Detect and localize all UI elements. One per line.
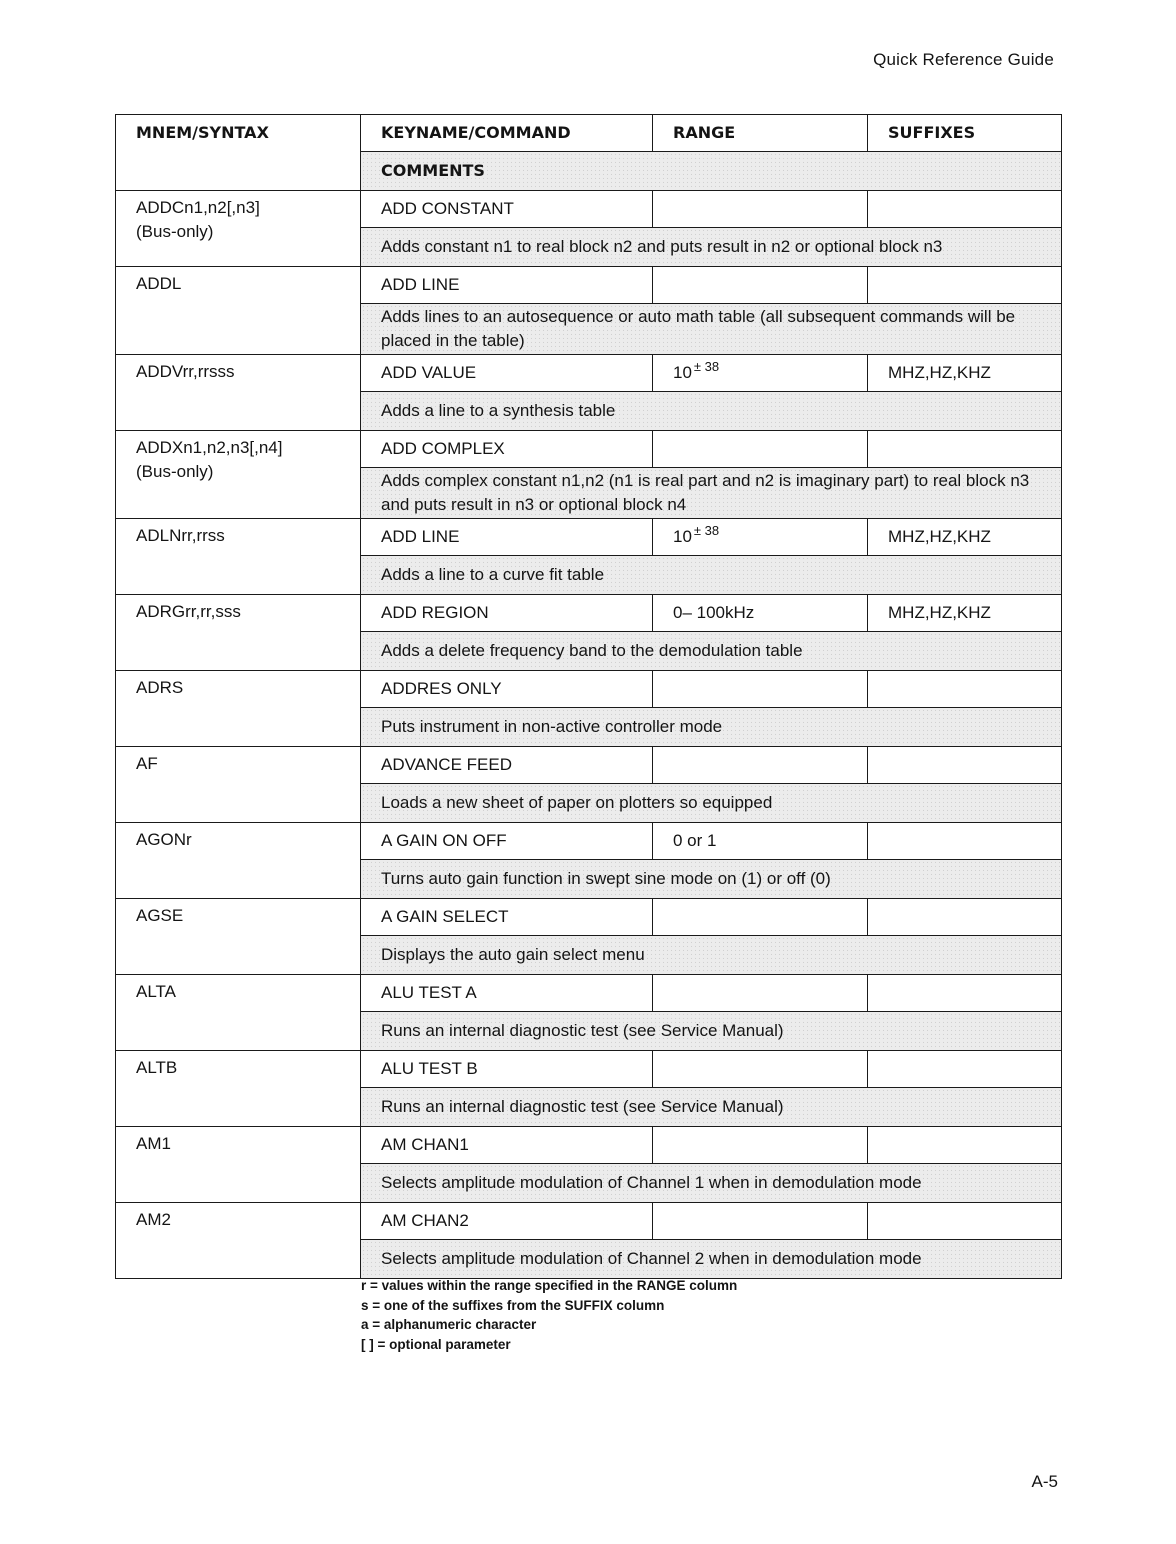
table-row [116, 1051, 1062, 1088]
comment-cell: Selects amplitude modulation of Channel 2 when in demodulation mode [361, 1240, 1062, 1279]
range-cell [653, 823, 868, 860]
mnemonic-syntax: ALTB [136, 1058, 178, 1077]
range-cell [653, 595, 868, 632]
mnemonic-syntax: ADDXn1,n2,n3[,n4] [136, 438, 283, 457]
mnemonic-cell [116, 747, 361, 823]
range-cell [653, 1203, 868, 1240]
mnemonic-syntax: ADDCn1,n2[,n3] [136, 198, 260, 217]
suffixes-cell: MHZ,HZ,KHZ [868, 355, 1062, 392]
mnemonic-cell [116, 519, 361, 595]
mnemonic-syntax: ADDL [136, 274, 182, 293]
legend-item: a = alphanumeric character [361, 1317, 537, 1332]
table-row [116, 355, 1062, 392]
mnemonic-cell [116, 267, 361, 355]
keyname-cell: ADDRES ONLY [361, 671, 653, 708]
range-cell [653, 1051, 868, 1088]
column-header-comments: COMMENTS [361, 152, 1062, 191]
mnemonic-cell [116, 431, 361, 519]
mnemonic-syntax: AGONr [136, 830, 192, 849]
range-cell [653, 899, 868, 936]
suffixes-cell [868, 1051, 1062, 1088]
keyname-cell: ADD COMPLEX [361, 431, 653, 468]
suffixes-cell: MHZ,HZ,KHZ [868, 595, 1062, 632]
legend-item: r = values within the range specified in the RANGE column [361, 1278, 738, 1293]
mnemonic-cell [116, 823, 361, 899]
table-row [116, 595, 1062, 632]
keyname-cell: ADD VALUE [361, 355, 653, 392]
column-header-range: RANGE [653, 115, 868, 152]
mnemonic-cell [116, 1127, 361, 1203]
table-row [116, 823, 1062, 860]
legend-item: [ ] = optional parameter [361, 1336, 511, 1352]
mnemonic-cell [116, 355, 361, 431]
range-value: 0– 100kHz [673, 603, 755, 622]
suffixes-cell [868, 747, 1062, 784]
mnemonic-syntax: ALTA [136, 982, 176, 1001]
table-row [116, 1127, 1062, 1164]
suffixes-cell [868, 191, 1062, 228]
range-cell [653, 1127, 868, 1164]
range-cell [653, 191, 868, 228]
mnemonic-syntax: ADLNrr,rrss [136, 526, 225, 545]
mnemonic-cell [116, 899, 361, 975]
mnemonic-note: (Bus-only) [136, 222, 214, 241]
legend [361, 1276, 737, 1354]
page-header-title: Quick Reference Guide [873, 50, 1054, 69]
mnemonic-cell [116, 1203, 361, 1279]
mnemonic-syntax: AF [136, 754, 158, 773]
mnemonic-syntax: ADRGrr,rr,sss [136, 602, 241, 621]
table-row [116, 431, 1062, 468]
mnemonic-cell [116, 595, 361, 671]
mnemonic-cell [116, 1051, 361, 1127]
range-value: 10 [673, 527, 692, 546]
range-cell [653, 267, 868, 304]
comment-cell: Adds constant n1 to real block n2 and puts result in n2 or optional block n3 [361, 228, 1062, 267]
table-row [116, 899, 1062, 936]
suffixes-cell [868, 975, 1062, 1012]
suffixes-cell [868, 823, 1062, 860]
mnemonic-syntax: ADRS [136, 678, 184, 697]
keyname-cell: AM CHAN2 [361, 1203, 653, 1240]
mnemonic-cell [116, 191, 361, 267]
keyname-cell: ALU TEST A [361, 975, 653, 1012]
range-cell [653, 431, 868, 468]
mnemonic-syntax: AM1 [136, 1134, 171, 1153]
column-header-suffixes: SUFFIXES [868, 115, 1062, 152]
range-value: 0 or 1 [673, 831, 717, 850]
keyname-cell: A GAIN SELECT [361, 899, 653, 936]
column-header-keyname: KEYNAME/COMMAND [361, 115, 653, 152]
comment-cell: Runs an internal diagnostic test (see Service Manual) [361, 1012, 1062, 1051]
suffixes-cell [868, 1127, 1062, 1164]
range-cell [653, 519, 868, 556]
suffixes-cell: MHZ,HZ,KHZ [868, 519, 1062, 556]
page-number: A-5 [1031, 1472, 1058, 1491]
table-row [116, 671, 1062, 708]
table-header-row [116, 115, 1062, 152]
comment-cell: Adds a line to a curve fit table [361, 556, 1062, 595]
comment-cell: Adds a delete frequency band to the demodulation table [361, 632, 1062, 671]
mnemonic-note: (Bus-only) [136, 462, 214, 481]
comment-cell: Loads a new sheet of paper on plotters so equipped [361, 784, 1062, 823]
range-exponent: ± 38 [693, 523, 720, 539]
keyname-cell: ALU TEST B [361, 1051, 653, 1088]
mnemonic-syntax: ADDVrr,rrsss [136, 362, 235, 381]
comment-cell: Adds complex constant n1,n2 (n1 is real part and n2 is imaginary part) to real block n3 and puts result in n3 or optional block n4 [361, 468, 1062, 519]
suffixes-cell [868, 671, 1062, 708]
range-cell [653, 747, 868, 784]
keyname-cell: AM CHAN1 [361, 1127, 653, 1164]
suffixes-cell [868, 267, 1062, 304]
range-cell [653, 975, 868, 1012]
keyname-cell: ADD LINE [361, 267, 653, 304]
mnemonic-syntax: AM2 [136, 1210, 171, 1229]
quick-reference-table [115, 114, 1062, 1279]
mnemonic-cell [116, 671, 361, 747]
column-header-mnem: MNEM/SYNTAX [116, 115, 361, 191]
keyname-cell: ADD REGION [361, 595, 653, 632]
suffixes-cell [868, 1203, 1062, 1240]
table-row [116, 747, 1062, 784]
range-cell [653, 671, 868, 708]
comment-cell: Selects amplitude modulation of Channel 1 when in demodulation mode [361, 1164, 1062, 1203]
comment-cell: Puts instrument in non-active controller mode [361, 708, 1062, 747]
table-row [116, 267, 1062, 304]
suffixes-cell [868, 431, 1062, 468]
comment-cell: Displays the auto gain select menu [361, 936, 1062, 975]
table-row [116, 1203, 1062, 1240]
table-row [116, 191, 1062, 228]
table-row [116, 975, 1062, 1012]
suffixes-cell [868, 899, 1062, 936]
range-cell [653, 355, 868, 392]
range-value: 10 [673, 363, 692, 382]
legend-item: s = one of the suffixes from the SUFFIX column [361, 1297, 665, 1313]
keyname-cell: ADD CONSTANT [361, 191, 653, 228]
comment-cell: Runs an internal diagnostic test (see Service Manual) [361, 1088, 1062, 1127]
range-exponent: ± 38 [693, 359, 720, 375]
keyname-cell: A GAIN ON OFF [361, 823, 653, 860]
comment-cell: Adds lines to an autosequence or auto math table (all subsequent commands will be placed in the table) [361, 304, 1062, 355]
keyname-cell: ADVANCE FEED [361, 747, 653, 784]
comment-cell: Adds a line to a synthesis table [361, 392, 1062, 431]
mnemonic-cell [116, 975, 361, 1051]
table-row [116, 519, 1062, 556]
keyname-cell: ADD LINE [361, 519, 653, 556]
mnemonic-syntax: AGSE [136, 906, 184, 925]
comment-cell: Turns auto gain function in swept sine mode on (1) or off (0) [361, 860, 1062, 899]
